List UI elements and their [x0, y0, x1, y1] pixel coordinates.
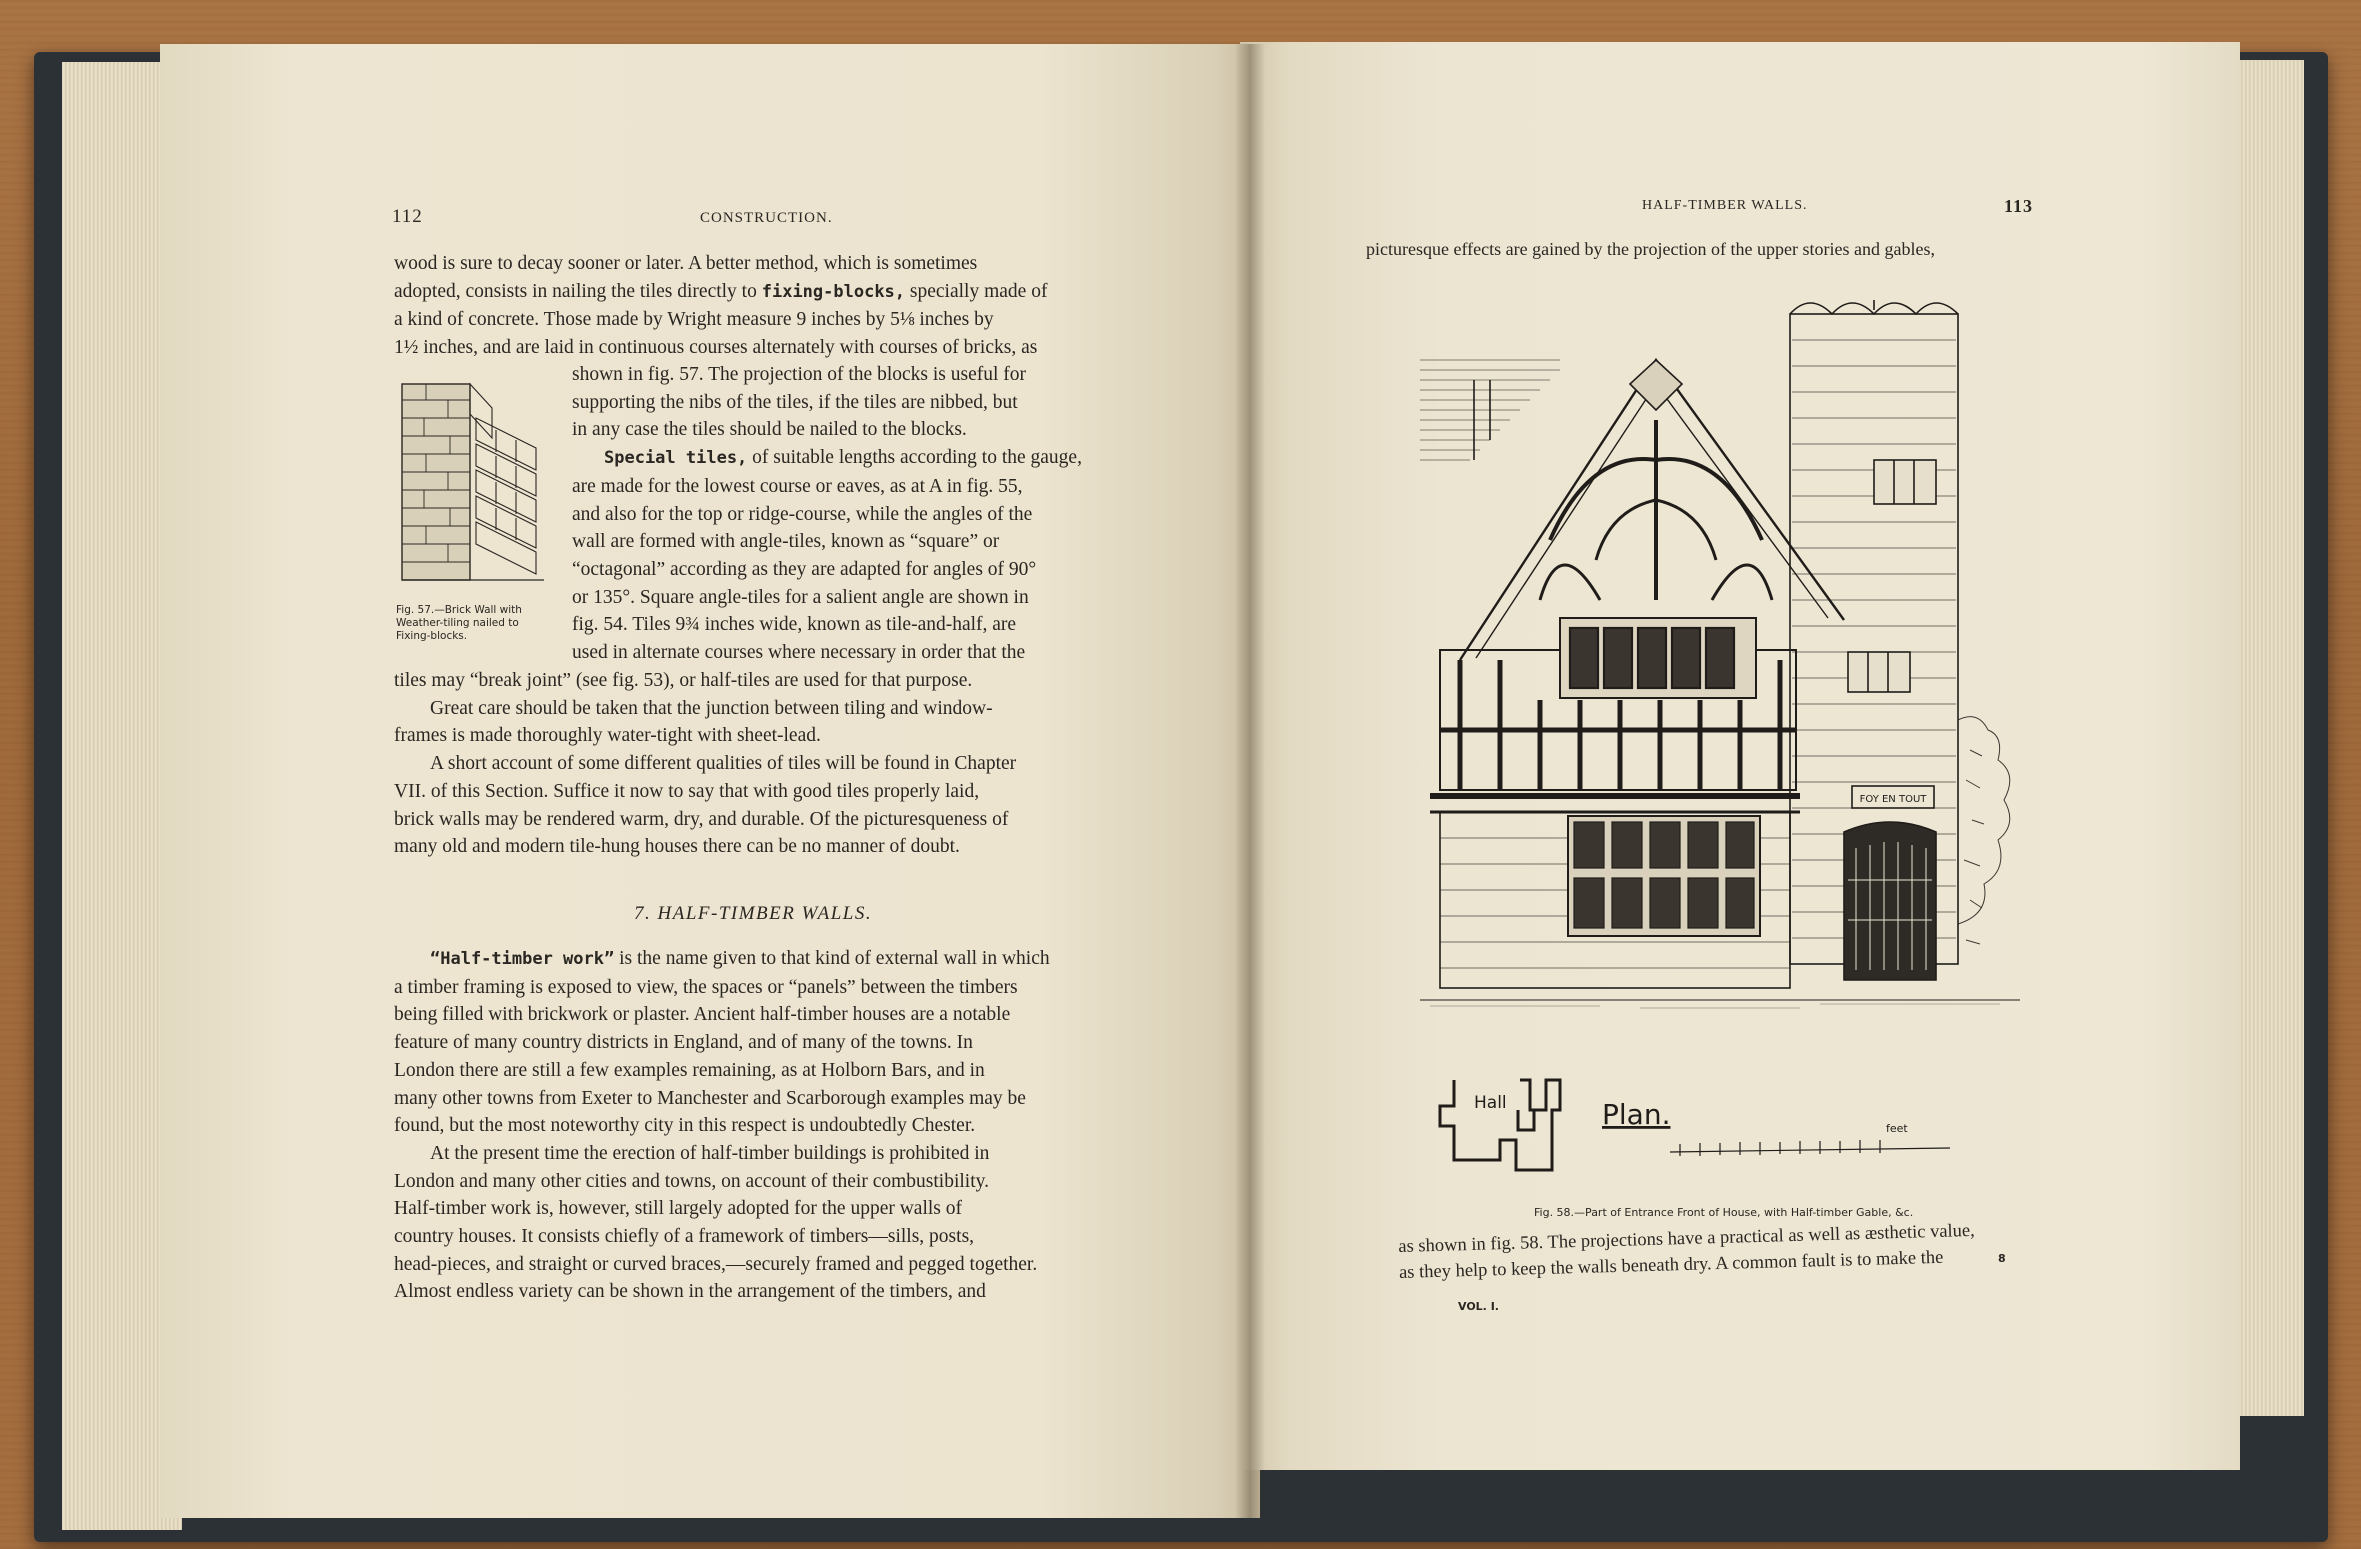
text-line: many old and modern tile-hung houses there can be no manner of doubt. [394, 836, 960, 858]
text-line: in any case the tiles should be nailed to the blocks. [572, 419, 967, 441]
text-line: Great care should be taken that the junction between tiling and window- [430, 697, 993, 719]
text-line [394, 945, 1126, 974]
text-line-part: adopted, consists in nailing the tiles directly to [394, 280, 757, 302]
text-line [572, 444, 1126, 473]
left-para-2 [394, 667, 1126, 861]
left-running-head: CONSTRUCTION. [700, 210, 833, 226]
text-line: VII. of this Section. Suffice it now to say that with good tiles properly laid, [394, 780, 980, 802]
text-line: being filled with brickwork or plaster. Ancient half-timber houses are a notable [394, 1004, 1011, 1026]
text-line: A short account of some different qualities of tiles will be found in Chapter [430, 753, 1017, 775]
text-line: found, but the most noteworthy city in this respect is undoubtedly Chester. [394, 1115, 976, 1137]
text-line: country houses. It consists chiefly of a framework of timbers—sills, posts, [394, 1226, 975, 1248]
signature-mark: 8 [1998, 1252, 2006, 1265]
text-line-part: specially made of [905, 280, 1048, 302]
fig57-caption: Fig. 57.—Brick Wall with Weather-tiling nailed to Fixing-blocks. [396, 604, 522, 642]
text-line: 1½ inches, and are laid in continuous courses alternately with courses of bricks, as [394, 337, 1038, 359]
floor-plan-diagram [1430, 1070, 1950, 1185]
text-line: wood is sure to decay sooner or later. A better method, which is sometimes [394, 253, 978, 274]
plan-title: Plan. [1602, 1098, 1671, 1131]
text-line: wall are formed with angle-tiles, known as “square” or [572, 531, 1000, 553]
right-running-head: HALF-TIMBER WALLS. [1642, 198, 1808, 213]
text-line: are made for the lowest course or eaves, as at A in fig. 55, [572, 475, 1023, 497]
left-half-timber-para [394, 945, 1126, 1306]
signature-volume: VOL. I. [1458, 1300, 1499, 1313]
text-line: used in alternate courses where necessary in order that the [572, 642, 1026, 664]
text-line: head-pieces, and straight or curved braces,—securely framed and pegged together. [394, 1253, 1038, 1275]
half-timber-term: “Half-timber work” [430, 949, 615, 969]
text-line: as shown in fig. 58. The projections have a practical as well as æsthetic value, [1398, 1220, 1976, 1257]
text-line-part: is the name given to that kind of external wall in which [614, 948, 1050, 969]
section-heading: 7. HALF-TIMBER WALLS. [634, 903, 873, 924]
right-top-line: picturesque effects are gained by the projection of the upper stories and gables, [1366, 239, 1935, 259]
text-line: a timber framing is exposed to view, the spaces or “panels” between the timbers [394, 976, 1018, 998]
text-line: supporting the nibs of the tiles, if the tiles are nibbed, but [572, 391, 1018, 413]
text-line-part: of suitable lengths according to the gauge, [747, 447, 1082, 469]
text-line: a kind of concrete. Those made by Wright measure 9 inches by 5⅛ inches by [394, 309, 994, 331]
text-line: and also for the top or ridge-course, while the angles of the [572, 503, 1033, 525]
text-line: feature of many country districts in England, and of many of the towns. In [394, 1032, 973, 1054]
plan-scale-unit: feet [1886, 1122, 1908, 1135]
left-para-1 [394, 250, 1126, 362]
special-tiles-term: Special tiles, [604, 448, 748, 469]
text-line: “octagonal” according as they are adapted for angles of 90° [572, 558, 1037, 580]
text-line: brick walls may be rendered warm, dry, and durable. Of the picturesqueness of [394, 808, 1009, 830]
fig58-caption: Fig. 58.—Part of Entrance Front of House, with Half-timber Gable, &c. [1534, 1206, 1914, 1219]
house-gable-illustration [1400, 300, 2040, 1050]
text-line [394, 278, 1126, 307]
plan-hall-label: Hall [1474, 1093, 1507, 1113]
text-line: At the present time the erection of half-timber buildings is prohibited in [430, 1142, 990, 1164]
text-line: London and many other cities and towns, on account of their combustibility. [394, 1170, 989, 1192]
text-line: Half-timber work is, however, still largely adopted for the upper walls of [394, 1198, 962, 1220]
text-line: London there are still a few examples remaining, as at Holborn Bars, and in [394, 1059, 985, 1081]
book-gutter [1235, 44, 1265, 1518]
plaque-text: FOY EN TOUT [1859, 794, 1927, 805]
text-line: frames is made thoroughly water-tight with sheet-lead. [394, 725, 821, 747]
fig57-brick-wall-illustration [396, 378, 548, 590]
text-line: tiles may “break joint” (see fig. 53), or half-tiles are used for that purpose. [394, 670, 973, 691]
right-page-number: 113 [2004, 196, 2034, 216]
text-line: or 135°. Square angle-tiles for a salient angle are shown in [572, 586, 1029, 608]
text-line: Almost endless variety can be shown in the arrangement of the timbers, and [394, 1281, 986, 1303]
fixing-blocks-term: fixing-blocks, [761, 281, 906, 302]
left-wrapped-block [572, 361, 1126, 667]
left-page-number: 112 [392, 206, 423, 227]
text-line: many other towns from Exeter to Manchester and Scarborough examples may be [394, 1087, 1026, 1109]
text-line: shown in fig. 57. The projection of the blocks is useful for [572, 364, 1027, 385]
text-line: as they help to keep the walls beneath dry. A common fault is to make the [1398, 1247, 1944, 1283]
text-line: fig. 54. Tiles 9¾ inches wide, known as tile-and-half, are [572, 614, 1017, 636]
